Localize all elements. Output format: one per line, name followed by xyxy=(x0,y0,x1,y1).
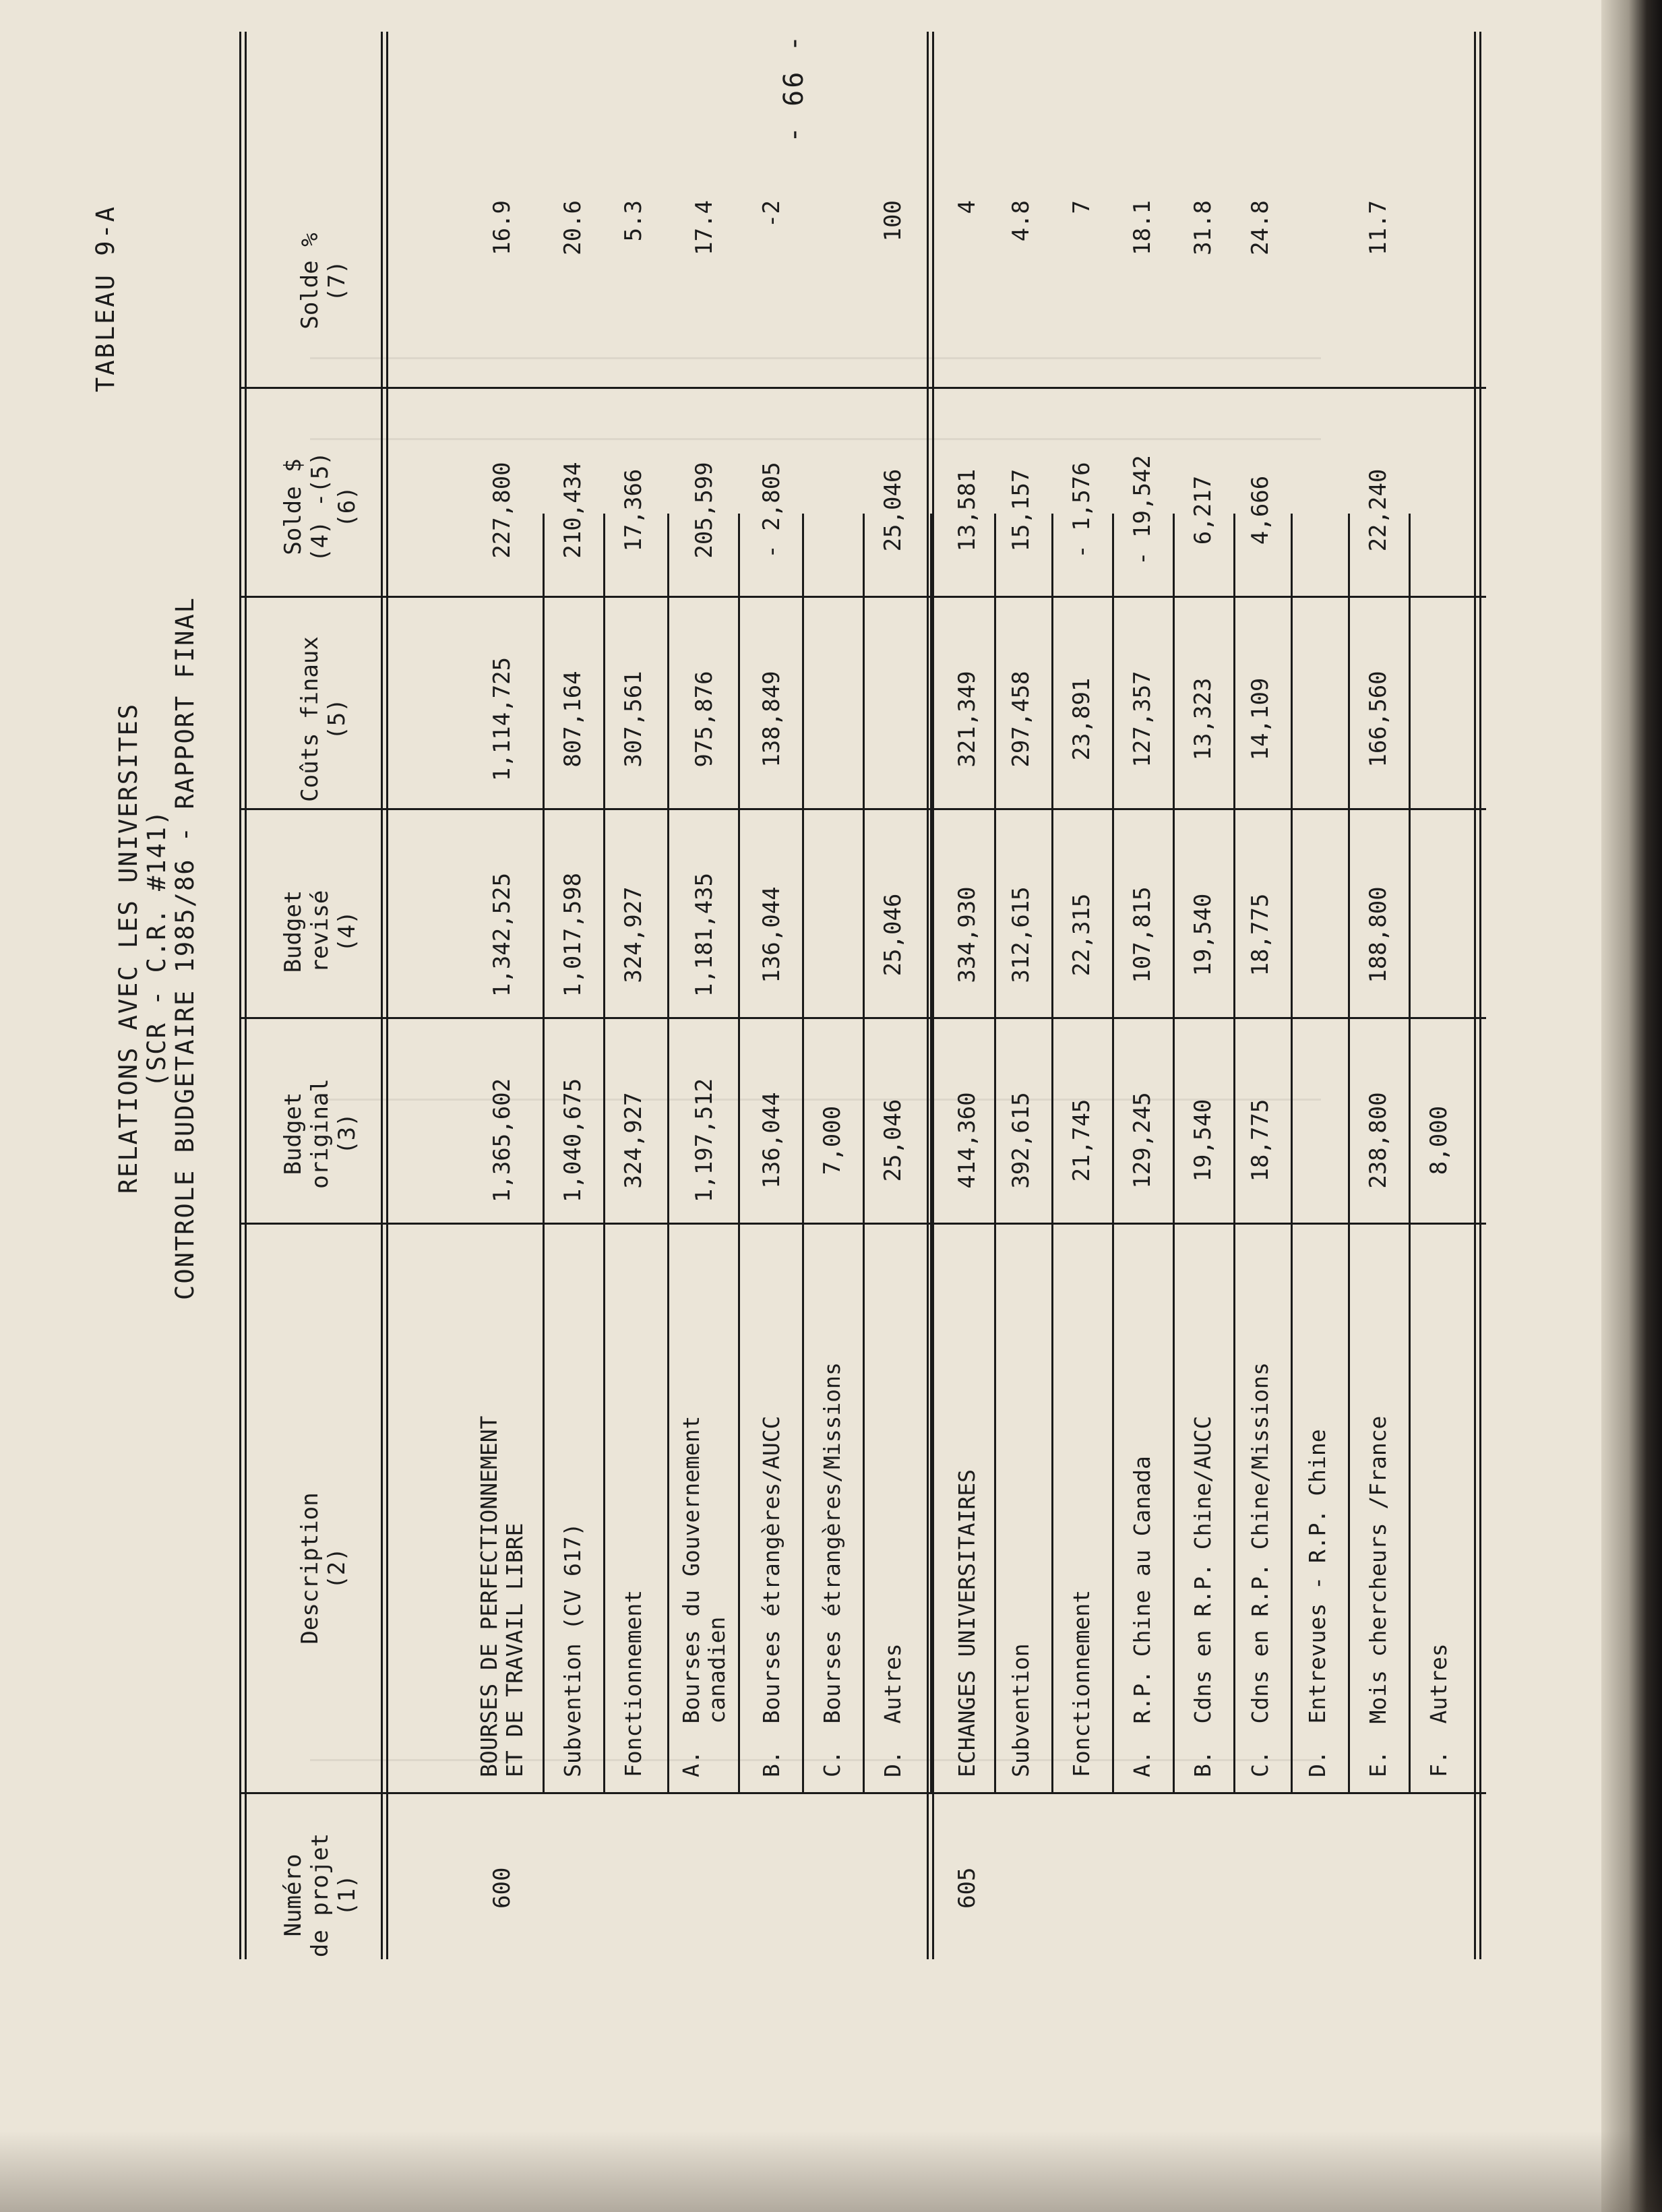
row-rule xyxy=(603,514,605,1794)
cell-revise: 1,181,435 xyxy=(691,872,718,997)
row-rule xyxy=(1233,514,1235,1794)
title-line: (SCR - C.R. #141) xyxy=(142,809,171,1088)
cell-couts: 138,849 xyxy=(758,671,785,768)
title-line: RELATIONS AVEC LES UNIVERSITES xyxy=(114,702,143,1194)
row-description-line: B. Cdns en R.P. Chine/AUCC xyxy=(1190,1415,1216,1777)
cell-solde: - 1,576 xyxy=(1068,462,1095,559)
cell-revise: 25,046 xyxy=(880,893,906,977)
cell-pct: 18.1 xyxy=(1129,200,1156,255)
cell-couts: 1,114,725 xyxy=(489,656,516,782)
cell-revise: 19,540 xyxy=(1190,893,1217,977)
cell-pct: 24.8 xyxy=(1247,200,1274,255)
cell-original: 136,044 xyxy=(758,1092,785,1189)
cell-revise: 107,815 xyxy=(1129,886,1156,983)
header-numero: Numéro de projet (1) xyxy=(280,1833,361,1958)
header-couts-finaux: Coûts finaux (5) xyxy=(297,636,350,802)
row-description-line: D. Autres xyxy=(880,1643,906,1777)
row-description xyxy=(1365,1416,1391,1777)
row-description-line: C. Cdns en R.P. Chine/Missions xyxy=(1247,1362,1273,1777)
row-description-line: D. Entrevues - R.P. Chine xyxy=(1304,1429,1330,1777)
row-rule xyxy=(1348,514,1350,1794)
cell-original: 18,775 xyxy=(1247,1099,1274,1182)
row-description xyxy=(1190,1416,1216,1777)
row-description-line: Fonctionnement xyxy=(1068,1589,1095,1777)
table-top-rule xyxy=(239,32,241,1959)
cell-original: 1,040,675 xyxy=(559,1078,586,1203)
row-description-line: Fonctionnement xyxy=(620,1589,646,1777)
cell-pct: 4.8 xyxy=(1008,200,1035,242)
row-description xyxy=(954,1469,980,1777)
cell-solde: 17,366 xyxy=(620,468,647,552)
cell-pct: 31.8 xyxy=(1190,200,1217,255)
cell-solde: 22,240 xyxy=(1365,468,1392,552)
cell-solde: 15,157 xyxy=(1008,468,1035,552)
cell-couts: 14,109 xyxy=(1247,677,1274,761)
row-description-line: E. Mois chercheurs /France xyxy=(1365,1415,1391,1777)
row-description-line: ECHANGES UNIVERSITAIRES xyxy=(954,1469,980,1777)
cell-pct: 4 xyxy=(954,200,981,214)
cell-original: 7,000 xyxy=(819,1105,846,1175)
row-description xyxy=(621,1590,646,1777)
cell-solde: 227,800 xyxy=(489,462,516,559)
cell-revise: 188,800 xyxy=(1365,886,1392,983)
cell-solde: 25,046 xyxy=(880,468,906,552)
section-rule xyxy=(927,32,929,1959)
project-number: 605 xyxy=(954,1867,981,1909)
row-description-line: Subvention xyxy=(1008,1643,1034,1777)
cell-pct: 7 xyxy=(1068,200,1095,214)
cell-original: 129,245 xyxy=(1129,1092,1156,1189)
cell-couts: 307,561 xyxy=(620,671,647,768)
cell-solde: - 19,542 xyxy=(1129,455,1156,565)
cell-pct: -2 xyxy=(758,200,785,228)
row-rule xyxy=(1051,514,1053,1794)
table-top-rule-2 xyxy=(245,32,247,1959)
cell-couts: 807,164 xyxy=(559,671,586,768)
cell-couts: 975,876 xyxy=(691,671,718,768)
row-rule xyxy=(802,514,804,1794)
row-description xyxy=(1008,1643,1034,1777)
row-description xyxy=(560,1523,586,1778)
cell-pct: 20.6 xyxy=(559,200,586,255)
row-description xyxy=(476,1416,528,1777)
budget-table xyxy=(239,32,1486,1959)
cell-original: 238,800 xyxy=(1365,1092,1392,1189)
row-description-line: ET DE TRAVAIL LIBRE xyxy=(501,1523,528,1777)
header-budget-revise: Budget revisé (4) xyxy=(280,890,361,973)
row-description-line: A. R.P. Chine au Canada xyxy=(1129,1456,1155,1777)
cell-solde: 4,666 xyxy=(1247,475,1274,545)
row-description xyxy=(1130,1456,1155,1777)
row-rule xyxy=(994,514,996,1794)
cell-pct: 5.3 xyxy=(620,200,647,242)
row-rule xyxy=(543,514,545,1794)
header-solde-dollars: Solde $ (4) -(5) (6) xyxy=(280,452,361,562)
row-description-line: BOURSES DE PERFECTIONNEMENT xyxy=(476,1415,502,1777)
document-title xyxy=(115,561,199,1336)
row-description xyxy=(880,1643,906,1777)
cell-original: 19,540 xyxy=(1190,1099,1217,1182)
bottom-shadow xyxy=(0,2131,1662,2212)
row-description-line: canadien xyxy=(704,1616,730,1777)
tableau-label: TABLEAU 9-A xyxy=(91,204,120,392)
cell-revise: 18,775 xyxy=(1247,893,1274,977)
row-description xyxy=(759,1416,784,1777)
row-rule xyxy=(1173,514,1175,1794)
header-budget-original: Budget original (3) xyxy=(280,1078,361,1189)
cell-pct: 100 xyxy=(880,200,906,242)
row-rule xyxy=(863,514,865,1794)
row-description-line: F. Autres xyxy=(1425,1643,1452,1777)
cell-original: 324,927 xyxy=(620,1092,647,1189)
cell-solde: 13,581 xyxy=(954,468,981,552)
cell-revise: 334,930 xyxy=(954,886,981,983)
cell-couts: 23,891 xyxy=(1068,677,1095,761)
cell-original: 8,000 xyxy=(1425,1105,1452,1175)
cell-couts: 127,357 xyxy=(1129,671,1156,768)
row-description-line: A. Bourses du Gouvernement xyxy=(678,1415,704,1777)
cell-solde: 205,599 xyxy=(691,462,718,559)
page-number: - 66 - xyxy=(778,33,809,143)
row-description xyxy=(1248,1362,1273,1777)
cell-revise: 136,044 xyxy=(758,886,785,983)
row-description xyxy=(820,1362,845,1777)
row-description-line: B. Bourses étrangères/AUCC xyxy=(758,1415,784,1777)
row-description-line: Subvention (CV 617) xyxy=(559,1523,586,1777)
table-bottom-rule-2 xyxy=(1474,32,1476,1959)
cell-original: 1,197,512 xyxy=(691,1078,718,1203)
header-rule xyxy=(381,32,383,1959)
cell-revise: 22,315 xyxy=(1068,893,1095,977)
cell-solde: 6,217 xyxy=(1190,475,1217,545)
header-description: Description (2) xyxy=(297,1492,350,1645)
project-number: 600 xyxy=(489,1867,516,1909)
cell-original: 414,360 xyxy=(954,1092,981,1189)
header-rule-2 xyxy=(386,32,388,1959)
cell-couts: 13,323 xyxy=(1190,677,1217,761)
cell-revise: 1,017,598 xyxy=(559,872,586,997)
cell-solde: - 2,805 xyxy=(758,462,785,559)
header-solde-pourcent: Solde % (7) xyxy=(297,233,350,330)
row-rule xyxy=(1291,514,1293,1794)
cell-solde: 210,434 xyxy=(559,462,586,559)
cell-pct: 16.9 xyxy=(489,200,516,255)
cell-couts: 297,458 xyxy=(1008,671,1035,768)
cell-original: 392,615 xyxy=(1008,1092,1035,1189)
row-rule xyxy=(1409,514,1411,1794)
row-description xyxy=(679,1416,730,1777)
row-description xyxy=(1426,1643,1452,1777)
row-description xyxy=(1305,1429,1330,1777)
cell-original: 21,745 xyxy=(1068,1099,1095,1182)
cell-revise: 312,615 xyxy=(1008,886,1035,983)
cell-revise: 324,927 xyxy=(620,886,647,983)
cell-pct: 11.7 xyxy=(1365,200,1392,255)
cell-couts: 321,349 xyxy=(954,671,981,768)
cell-couts: 166,560 xyxy=(1365,671,1392,768)
cell-original: 25,046 xyxy=(880,1099,906,1182)
row-description xyxy=(1069,1590,1095,1777)
row-rule xyxy=(1112,514,1114,1794)
cell-original: 1,365,602 xyxy=(489,1078,516,1203)
cell-revise: 1,342,525 xyxy=(489,872,516,997)
section-rule-2 xyxy=(932,32,934,1959)
row-description-line: C. Bourses étrangères/Missions xyxy=(819,1362,845,1777)
row-rule xyxy=(667,514,669,1794)
row-rule xyxy=(738,514,740,1794)
column-rule xyxy=(239,387,1486,389)
cell-pct: 17.4 xyxy=(691,200,718,255)
title-line: CONTROLE BUDGETAIRE 1985/86 - RAPPORT FINAL xyxy=(171,596,199,1300)
table-bottom-rule xyxy=(1479,32,1481,1959)
